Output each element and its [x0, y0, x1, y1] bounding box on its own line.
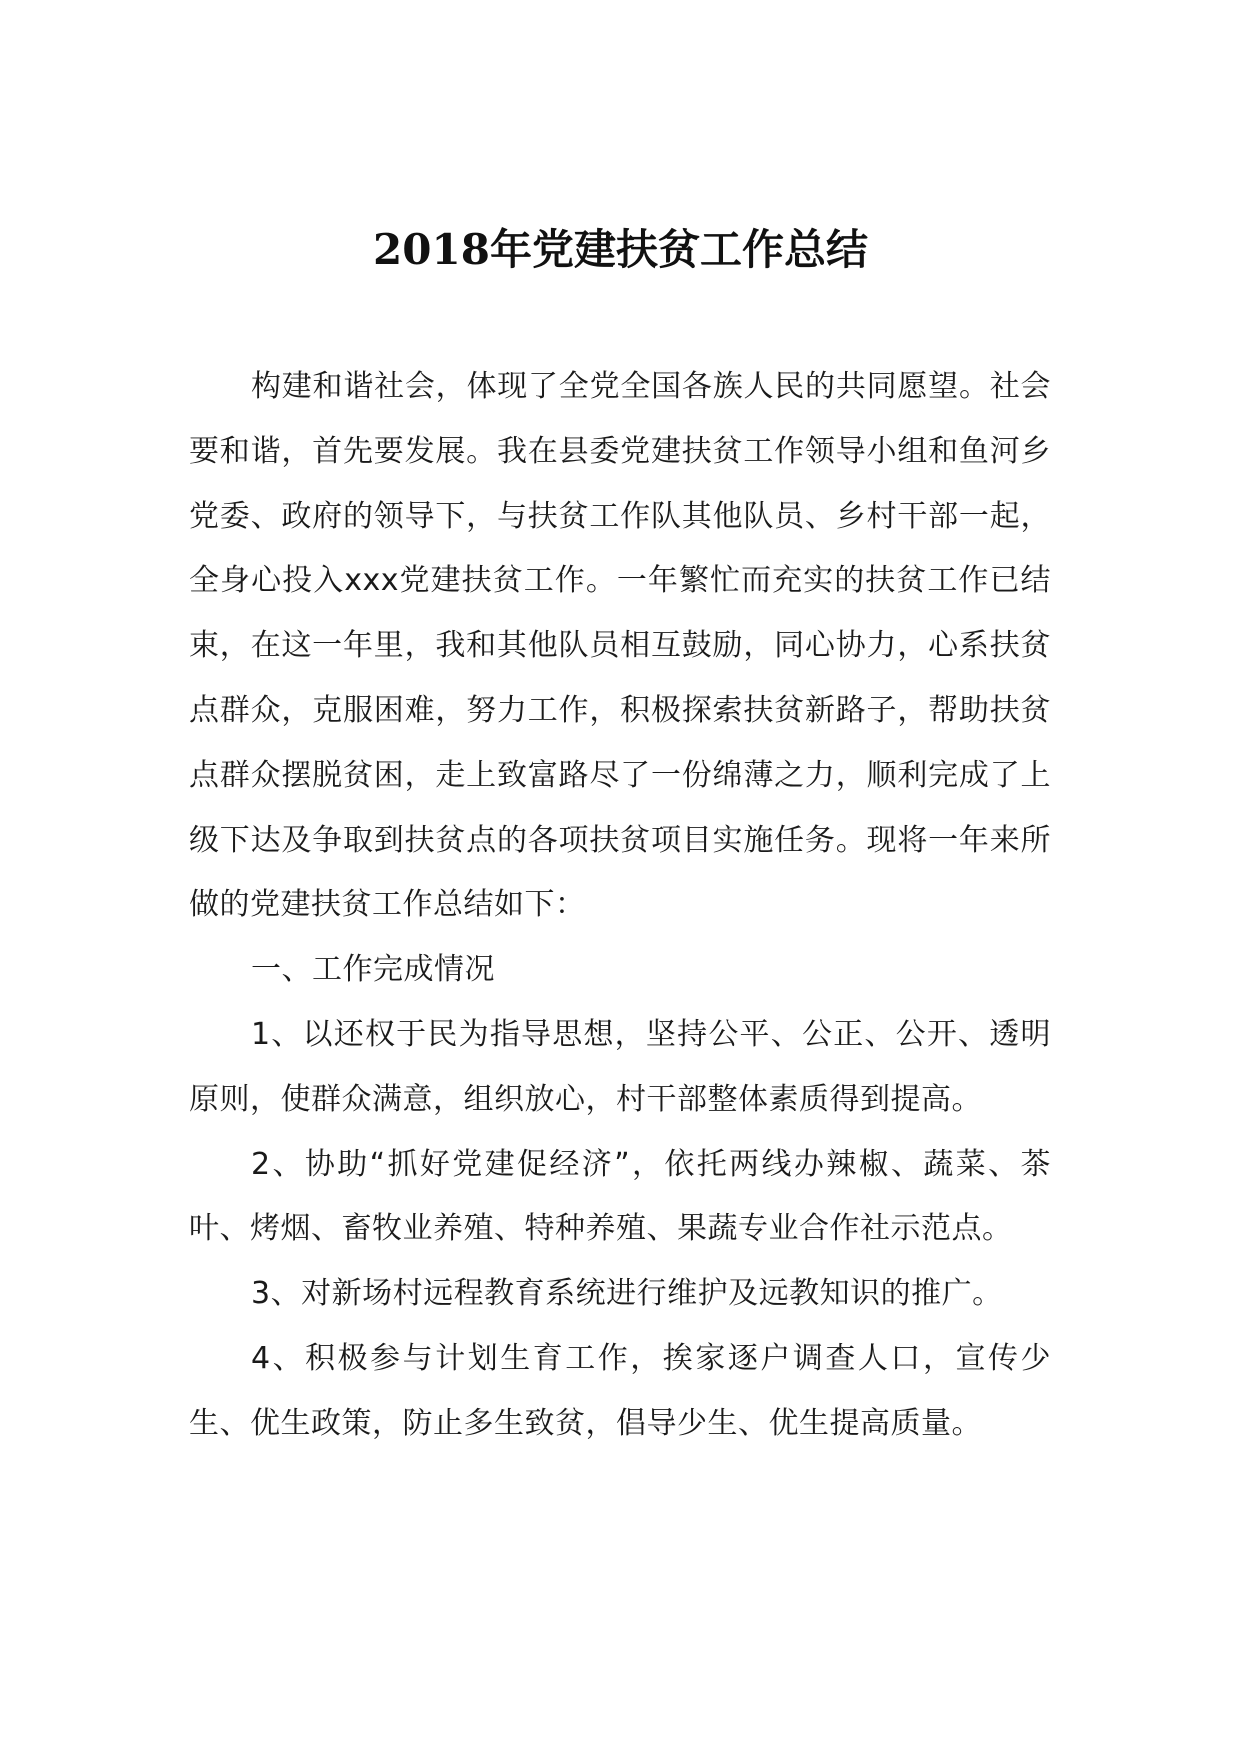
- list-item: 3、对新场村远程教育系统进行维护及远教知识的推广。: [251, 1276, 1003, 1312]
- intro-paragraph: 构建和谐社会，体现了全党全国各族人民的共同愿望。社会要和谐，首先要发展。我在县委党建扶贫工作领导小组和鱼河乡党委、政府的领导下，与扶贫工作队其他队员、乡村干部一起，全身心投入xxx党建扶贫工作。一年繁忙而充实的扶贫工作已结束，在这一年里，我和其他队员相互鼓励，同心协力，心系扶贫点群众，克服困难，努力工作，积极探索扶贫新路子，帮助扶贫点群众摆脱贫困，走上致富路尽了一份绵薄之力，顺利完成了上级下达及争取到扶贫点的各项扶贫项目实施任务。现将一年来所做的党建扶贫工作总结如下：: [189, 369, 1051, 923]
- list-item: 1、以还权于民为指导思想，坚持公平、公正、公开、透明原则，使群众满意，组织放心，村干部整体素质得到提高。: [189, 1016, 1051, 1117]
- document-title: 2018年党建扶贫工作总结: [373, 225, 868, 274]
- list-item: 2、协助“抓好党建促经济”，依托两线办辣椒、蔬菜、茶叶、烤烟、畜牧业养殖、特种养殖、果蔬专业合作社示范点。: [189, 1146, 1051, 1247]
- list-item: 4、积极参与计划生育工作，挨家逐户调查人口，宣传少生、优生政策，防止多生致贫，倡导少生、优生提高质量。: [189, 1340, 1051, 1441]
- document-body: [189, 355, 1051, 1457]
- section-heading: 一、工作完成情况: [251, 952, 495, 988]
